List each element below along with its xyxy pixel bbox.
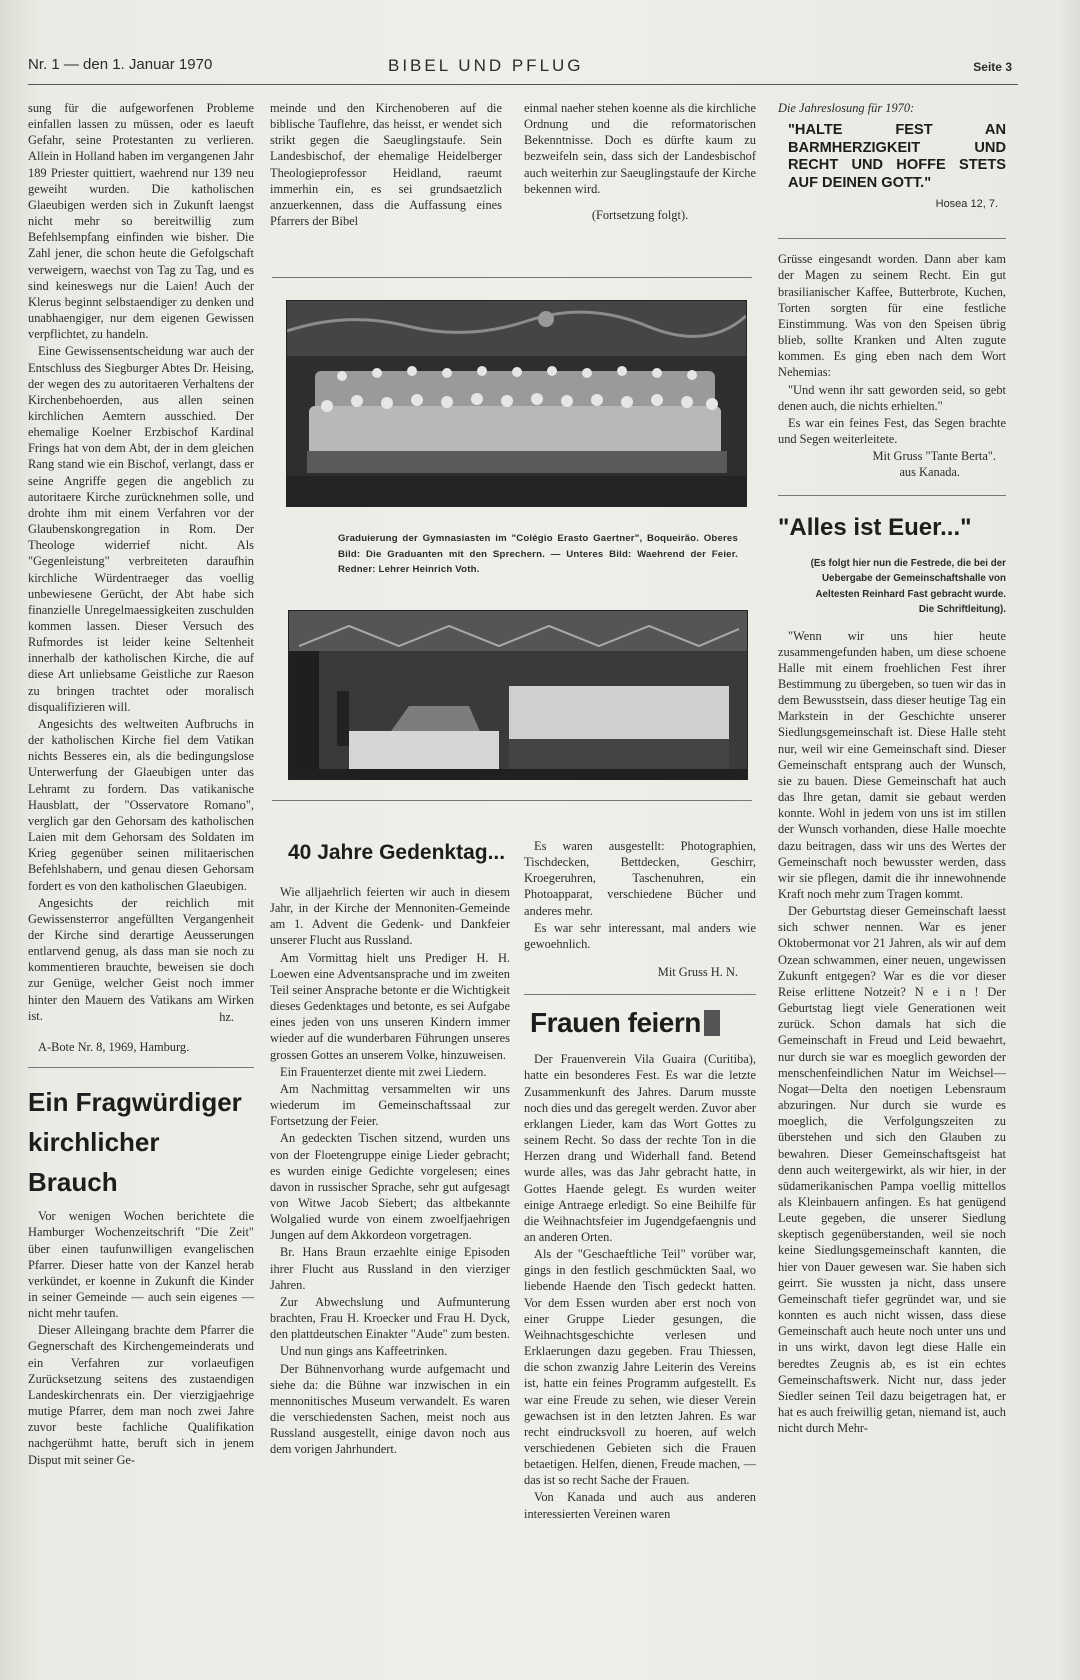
column-4 bbox=[778, 100, 1006, 1437]
article-paragraph: Der Bühnenvorhang wurde aufgemacht und siehe da: die Bühne war inzwischen in ein mennonitisches Museum verwandelt. Es waren die verschiedensten Sachen, meist noch aus Russland ausgestellt, einige davon noch aus dem vorigen Jahrhundert. bbox=[270, 1361, 510, 1457]
page-number: Seite 3 bbox=[973, 60, 1012, 74]
continuation-note: (Fortsetzung folgt). bbox=[591, 207, 689, 222]
article-paragraph: Am Vormittag hielt uns Prediger H. H. Loewen eine Adventsansprache und im zweiten Teil seiner Ansprache betonte er die Wichtigkeit dieses Gedenktages und betonte, es sei Aufgabe eines jeden von uns unseren Kindern immer wieder auf die wunderbaren Führungen unseres grossen Gottes an unserem Volke, hinzuweisen. bbox=[270, 950, 510, 1062]
photo-graduates-image bbox=[287, 301, 746, 506]
article-paragraph: Dieser Alleingang brachte dem Pfarrer die Gegnerschaft des Kirchengemeinderats und ein Verfahren zur vorlaeufigen Zurücksetzung seitens des zustaendigen Landeskirchenrats ein. Der vierzigjaehrige mutige Pfarrer, dem man noch zwei Jahre zuvor beste fachliche Qualifikation nachgerühmt hatte, beruft sich in jenem Disput mit seiner Ge- bbox=[28, 1323, 254, 1467]
greeting-origin: aus Kanada. bbox=[899, 465, 960, 480]
article-paragraph: Vor wenigen Wochen berichtete die Hamburger Wochenzeitschrift "Die Zeit" über einen taufunwilligen evangelischen Pfarrer. Dieser hatte von der Kanzel herab verkündet, er koenne in Zukunft die Kinder in seiner Gemeinde — auch sein eigenes — nicht mehr taufen. bbox=[28, 1209, 254, 1321]
divider bbox=[28, 1067, 254, 1068]
article-paragraph: Br. Hans Braun erzaehlte einige Episoden ihrer Flucht aus Russland in den vierziger Jahren. bbox=[270, 1245, 510, 1292]
headline-frauen-feiern bbox=[530, 1007, 756, 1039]
photo-ceremony-image bbox=[289, 611, 747, 779]
divider bbox=[778, 238, 1006, 239]
article-paragraph: Als der "Geschaeftliche Teil" vorüber war, gings in den festlich geschmückten Saal, wo liebende Haende den Tisch gedeckt hatten. Vor dem Essen wurden aber erst noch von einer Gruppe Lieder gesungen, die Weihnachtsgeschichte verlesen und Erklaerungen dazu gegeben. Frau Thiessen, die schon zwanzig Jahre Leiterin des Vereins ist, hatte ein feines Programm aufgestellt. Es war eine Freude zu sehen, wie dieser Verein gewachsen ist in den letzten Jahren. Es war recht eindrucksvoll zu hoeren, auf welch verschiedenen Gebieten sich die Frauen betaetigen. Helfen, dienen, Freude machen, — das ist so recht Sache der Frauen. bbox=[524, 1247, 756, 1488]
photo-ceremony bbox=[288, 610, 748, 780]
divider bbox=[272, 277, 752, 278]
photo-caption: Graduierung der Gymnasiasten im "Colégio Erasto Gaertner", Boqueirão. Oberes Bild: Die Graduanten mit den Sprechern. — Unteres Bild: Waehrend der Feier. Redner: Lehrer Heinrich Voth. bbox=[338, 533, 738, 575]
column-2-gedenktag bbox=[270, 840, 510, 1458]
column-3-lower bbox=[524, 838, 756, 1523]
article-paragraph: Grüsse eingesandt worden. Dann aber kam der Magen zu seinem Recht. Ein gut brasilianischer Kaffee, Butterbrote, Kuchen, Torten sorgten für eine festliche Einstimmung. Was von den Speisen übrig blieb, sollte Kranken und Alten zugute kommen. Es ging eben nach dem Wort Nehemias: bbox=[778, 252, 1006, 380]
headline-line: kirchlicher Brauch bbox=[28, 1127, 160, 1198]
divider bbox=[524, 994, 756, 995]
article-paragraph: Eine Gewissensentscheidung war auch der Entschluss des Siegburger Abtes Dr. Heising, der wegen des zu autoritaeren Verhaltens der Kirchenbehoerden, aus allen seinen kirchlichen Aemtern ausschied. Der ehemalige Koelner Erzbischof Kardinal Frings hat von dem Abt, der in dem gleichen Rang stand wie ein Bischof, verlangt, dass er seine Angriffe gegen die angeblich zu autoritaere Kirche zurücknehmen solle, und drohte ihm mit einem Verfahren vor der Glaubenskongregation in Rom. Der Theologe widerrief nicht. Als "Gegenleistung" verbreiteten daraufhin kirchliche Würdentraeger das voellig unbewiesene Gerücht, der Abt habe sich finanzielle Unregelmaessigkeiten zuschulden kommen lassen. Dieser Versuch des Rufmordes ist leider keine Seltenheit innerhalb der katholischen Kirche, die auf diese Art unliebsame Geistliche zur Raeson zu bringen trachtet oder moralisch disqualifizieren will. bbox=[28, 344, 254, 714]
photo-graduates bbox=[286, 300, 747, 507]
headline-line: Ein Fragwürdiger bbox=[28, 1087, 242, 1118]
article-paragraph: Angesichts des weltweiten Aufbruchs in der katholischen Kirche fiel dem Vatikan nichts Besseres ein, als die bedingungslose Unterwerfung der Glaeubigen unter das Lehramt zu fordern. Das vatikanische Hausblatt, der "Osservatore Romano", verglich gar den Gehorsam des katholischen Laien mit dem Gehorsam des Soldaten im Krieg gegenüber seinen militaerischen Befehlshabern, und genau diesen Gehorsam fordert es von den katholischen Glaeubigen. bbox=[28, 716, 254, 893]
newspaper-title: BIBEL UND PFLUG bbox=[388, 56, 584, 75]
divider bbox=[272, 800, 752, 801]
article-paragraph: einmal naeher stehen koenne als die kirchliche Ordnung und die reformatorischen Bekenntnisse. Doch es dürfte kaum zu bezweifeln sein, dass sich der Landesbischof auch weiterhin zur Saeuglingstaufe der Kirche bekennen wird. bbox=[524, 101, 756, 196]
article-paragraph: Der Geburtstag dieser Gemeinschaft laesst sich schwer nennen. War es jener Oktobermonat vor 21 Jahren, als wir auf dem Ozean schwammen, einer neuen, ungewissen Zukunft entgegen? War es die vor dieser Reise erlittene Notzeit? N e i n ! Der Geburtstag liegt viele Generationen weit zurück. Schon damals hat sich die Gemeinschaft in Freud und Leid bewaehrt, nur durch sie war es moeglich geworden der menschenfeindlichen Natur im Weichsel—Nogat—Delta den noetigen Lebensraum abzuringen. Nur durch sie wurde es moeglich, die Verfolgungszeiten zu überstehen und sich den Glauben zu bewahren. Dieser Gemeinschaftsgeist hat denn auch weitergewirkt, als wir hier, in der südamerikanischen Pampa voellig mittellos als Kleinbauern anfingen. Es hat genügend Leute gegeben, die unserer Siedlung skeptisch gegenüberstanden, weil sie noch keine Siedlungsgemeinschaft kannten, die hier von Dauer gewesen war. Sie haben sich geirrt. Sie wussten ja nicht, dass unsere Gemeinschaft tiefer gegründet war, und sie konnten es auch nicht wissen, dass diese Gemeinschaft auch heute noch unter uns und in uns wirkt, davon legt diese Halle ein beredtes Zeugnis ab, es ist ein echtes Gemeinschaftswerk. Nicht nur, dass jeder Siedler seinen Teil dazu beigetragen hat, er hat es auch freiwillig getan, niemand ist, auch nicht durch Mehr- bbox=[778, 904, 1006, 1436]
article-paragraph: Zur Abwechslung und Aufmunterung brachten, Frau H. Kroecker und Frau H. Dyck, den plattdeutschen Einakter "Aude" zum besten. bbox=[270, 1294, 510, 1342]
ornament-icon bbox=[704, 1010, 720, 1036]
issue-date: Nr. 1 — den 1. Januar 1970 bbox=[28, 56, 213, 73]
greeting: Mit Gruss "Tante Berta". bbox=[872, 449, 996, 464]
editor-note: (Es folgt hier nun die Festrede, die bei der Uebergabe der Gemeinschaftshalle von Aeltesten Reinhard Fast gebracht wurde. Die Schriftleitung). bbox=[810, 557, 1006, 615]
headline-text: Frauen feiern bbox=[530, 1007, 701, 1039]
losung-intro: Die Jahreslosung für 1970: bbox=[778, 101, 915, 115]
article-paragraph: Angesichts der reichlich mit Gewissensterror angefüllten Vergangenheit der Kirche sind derartige Aeusserungen entlarvend genug, als dass man sie noch zu kommentieren brauchte, beweisen sie doch zur Genüge, welcher Geist noch immer hinter den Mauern des Vatikans am Wirken ist. bbox=[28, 895, 254, 1023]
article-paragraph: "Und wenn ihr satt geworden seid, so gebt denen auch, die nichts erhielten." bbox=[778, 382, 1006, 413]
article-paragraph: An gedeckten Tischen sitzend, wurden uns von der Floetengruppe einige Lieder gebracht; es wurden einige Gedichte vorgelesen; eines davon in russischer Sprache, sehr gut aufgesagt von Witwe Jacob Siebert; das altbekannte Wolgalied wurde von einem zwoelfjaehrigen Jungen auf dem Akkordeon vorgetragen. bbox=[270, 1131, 510, 1243]
headline-alles-ist-euer: "Alles ist Euer..." bbox=[778, 513, 972, 541]
greeting: Mit Gruss H. N. bbox=[657, 965, 738, 980]
article-paragraph: sung für die aufgeworfenen Probleme einfallen lassen zu müssen, oder es laeuft Gefahr, seine Protestanten zu verlieren. Allein in Holland haben im vergangenen Jahr 189 Priester quittiert, waehrend nur 139 neu geweiht wurden. Die katholischen Glaeubigen werden sich in Zukunft laengst nicht mehr so bereitwillig zum Befehlsempfang einfinden wie bisher. Die Zahl jener, die schon heute die Gefolgschaft verweigern, waechst von Tag zu Tag, und es sind keineswegs nur die Laien! Auch der Klerus beginnt selbstaendiger zu denken und unabhaengiger, nur dem eigenen Gewissen verpflichtet, zu handeln. bbox=[28, 101, 254, 342]
article-paragraph: "Wenn wir uns hier heute zusammengefunden haben, um diese schoene Halle mit einem froehlichen Fest ihrer Bestimmung zu übergeben, so tuen wir das in dem Bewusstsein, dass dieser heutige Tag ein Markstein in der Geschichte unserer Siedlungsgemeinschaft ist. Diese Halle steht nur, weil wir eine Gemeinschaft sind. Dieser Gemeinschaft entsprang auch der Wunsch, sie zu bauen. Diese Gemeinschaft hat auch das Ihre getan, damit sie gebaut werden konnte. Wohl in jedem von uns ist im stillen der Wunsch vorhanden, diese Halle moechte dazu beitragen, dass wir uns des Wertes der Gemeinschaft noch bewusster werden, dass wir sie pflegen, damit die ihr innewohnende Kraft noch mehr zum Tragen kommt. bbox=[778, 628, 1006, 901]
headline-gedenktag: 40 Jahre Gedenktag... bbox=[288, 841, 506, 864]
article-paragraph: Es war ein feines Fest, das Segen brachte und Segen weiterleitete. bbox=[778, 415, 1006, 447]
column-3-top bbox=[524, 100, 756, 223]
article-paragraph: Es waren ausgestellt: Photographien, Tischdecken, Bettdecken, Geschirr, Kroegeruhren, Taschenuhren, ein Photoapparat, verschiedene Bücher und anderes mehr. bbox=[524, 839, 756, 918]
jahreslosung: "HALTE FEST AN BARMHERZIGKEIT UND RECHT UND HOFFE STETS AUF DEINEN GOTT." bbox=[788, 122, 1006, 191]
divider bbox=[778, 495, 1006, 496]
bible-reference: Hosea 12, 7. bbox=[935, 198, 998, 211]
column-1 bbox=[28, 100, 254, 1469]
article-paragraph: Ein Frauenterzet diente mit zwei Liedern. bbox=[280, 1064, 487, 1079]
column-2-top bbox=[270, 100, 502, 230]
author-signoff: hz. bbox=[219, 1009, 234, 1024]
source-note: A-Bote Nr. 8, 1969, Hamburg. bbox=[38, 1040, 190, 1055]
article-paragraph: meinde und den Kirchenoberen auf die biblische Tauflehre, das heisst, er wendet sich strikt gegen die Saeuglingstaufe. Sein Landesbischof, der ehemalige Heidelberger Theologieprofessor Heidland, raeumt immerhin ein, es sei grundsaetzlich anzuerkennen, dass die Auffassung eines Pfarrers der Bibel bbox=[270, 101, 502, 229]
page-header bbox=[28, 54, 1018, 85]
headline-kirchlicher-brauch bbox=[28, 1082, 254, 1202]
article-paragraph: Von Kanada und auch aus anderen interessierten Vereinen waren bbox=[524, 1490, 756, 1521]
article-paragraph: Und nun gings ans Kaffeetrinken. bbox=[280, 1344, 448, 1359]
article-paragraph: Am Nachmittag versammelten wir uns wiederum im Gemeinschaftssaal zur Fortsetzung der Feier. bbox=[270, 1081, 510, 1129]
article-paragraph: Wie alljaehrlich feierten wir auch in diesem Jahr, in der Kirche der Mennoniten-Gemeinde am 1. Advent die Gedenk- und Dankfeier unserer Flucht aus Russland. bbox=[270, 885, 510, 948]
article-paragraph: Der Frauenverein Vila Guaira (Curitiba), hatte ein besonderes Fest. Es war die letzte Zusammenkunft des Jahres. Darum musste noch dies und das geregelt werden. Zuvor aber erklangen Lieder, kam das Wort Gottes zu seinem Recht. So dass der rechte Ton in die Herzen drang und Widerhall fand. Betend wurde alles, was das Jahr gebracht hatte, in Gottes Haende gelegt. Es wurden weiter einige Antraege erledigt. So eine Beihilfe für die Weihnachtsfeier im Jugendgefaengnis und an anderen Orten. bbox=[524, 1052, 756, 1244]
article-paragraph: Es war sehr interessant, mal anders wie gewoehnlich. bbox=[524, 920, 756, 951]
